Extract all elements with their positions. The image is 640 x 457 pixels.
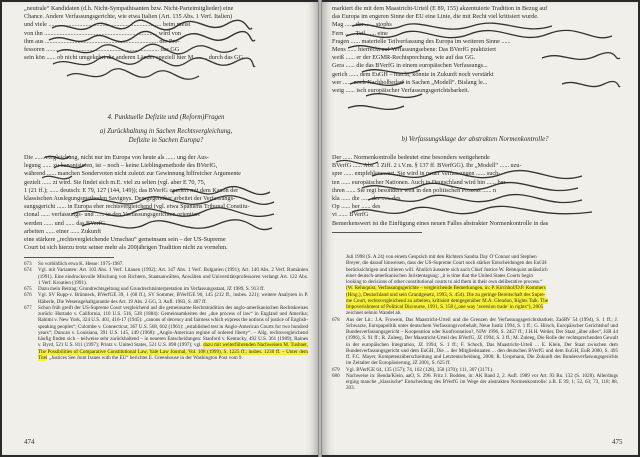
text-line: (Hrsg.), Deutschland und sein Grundgesetz, 1993, S. 454). Die zu geringe Bereitschaft des Supre- bbox=[346, 291, 546, 298]
footnote-text: Nachweise in: Benda/Klein, aaO, S. 296. Fritz J. Bodden, in: AK Band 2, 2. Aufl. 1989 vor Art. 93 Rn. 132 (S. 1028). Allerdings erging manche „klassische“ Entscheidung des BVerfG im Wege der abstrakten Normenkontrolle: z.B. E 39, 1; 52, 63; 73, 118; 88, 203. bbox=[346, 372, 618, 392]
left-page bbox=[2, 2, 318, 455]
footnote-number: 673 bbox=[24, 261, 32, 267]
footnote-text: So vorbildlich etwa K. Hesse: 1975-1987. bbox=[38, 261, 124, 267]
text-line: das Europa im engeren Sinne der EU eine Linie, die mit Recht viel kritisiert wurde. bbox=[332, 13, 539, 21]
right-body-text bbox=[332, 154, 618, 228]
footnote-number: 678 bbox=[332, 316, 340, 323]
text-line: während ...... manchen Sondervoten nicht zuletzt zur Gewinnung hilfreicher Argumente bbox=[24, 170, 241, 178]
footnote-text: Vgl. SV Rupp-v. Brünneck, BVerfGE 39, 1 (68 ff.), SV Sommer, BVerfGE 90, 145 (212 ff., insbes. 221); weitere Analysen in P. Häberle, Die Wesensgehaltgarantie des Art. 19 Abs. 2 GG, 3. Aufl. 1983, S. 407 ff. bbox=[38, 292, 308, 305]
text-line: sungsgericht ...... in Europa eher rechtsvergleichend (vgl. etwa Spaniens Tribunal Constitu- bbox=[24, 203, 250, 211]
text-line: und viele ......................................................................... beim meist bbox=[24, 21, 191, 29]
page-number-right: 475 bbox=[612, 438, 623, 446]
text-line: Mag ...... der ...... stophs bbox=[332, 21, 392, 29]
footnote-677-text: Schon früh greift der US-Supreme Court vergleichend auf die gemeinsame Rechtstradition des anglo-amerikanischen Rechtskreises zurück: Hurtado v. California, 110 U.S. 516, 528 (1884): Gemeinsamkeiten des „due process of law“ in England und Amerika; Rahimi v. New York, 324 U.S. 401, 416-17 (1945): „canons of decency and fairness which express the notions of justice of English-speaking peoples“; Culombe v. Connecticut, 367 U.S. 568, 602 (1961): „established test in Anglo-American Courts for two hundred years“; Duncan v. Louisiana, 391 U.S. 145, 149 (1968): „Anglo-American regime of ordered liberty“. – Allg. rechtsvergleichend häufig finden sich – teilweise sehr zurückhaltend – in neueren Entscheidungen: Stanford v. Kentucky, 492 U.S. 361 (1989); Raines v. Byrd, 521 U.S. 811 (1997); Printz v. United States, 521 U.S. 898 (1997); vgl. bbox=[38, 304, 308, 349]
right-top-text bbox=[332, 5, 618, 95]
text-line: eine stärkere „rechtsvergleichende Umschau“ gemeinsam sein – der US-Supreme bbox=[24, 236, 226, 244]
subheading-line-2: Defizite in Sachen Europa? bbox=[128, 137, 204, 144]
text-line: Op ...... ber ...... des bbox=[332, 203, 381, 211]
text-line: gerich ...... dem EuGH – macht, könnte in Zukunft noch verstärkt bbox=[332, 70, 494, 78]
right-page bbox=[322, 2, 638, 455]
text-line: Impoverishment of Political Discourse, 1991, S. 158 („one way ‘aversion trade’ in rights“), 2005 bbox=[346, 304, 544, 310]
text-line: sein kön ...... ob nicht umgekehrt die anderen Länder speziell hier M......... durch das GG bbox=[24, 54, 244, 62]
text-line: Fern ...... Teil ...... eine bbox=[332, 29, 388, 37]
footnote-number: 674 bbox=[24, 267, 32, 274]
text-line: weiß ...... er der EGMR-Rechtsprechung, wie auf das GG. bbox=[332, 54, 476, 62]
text-line: cional ...... verfassungs- und ...... in den Verfassungsgerichten orientiert bbox=[24, 211, 200, 219]
text-line: von ihn ......................................................................... wird von bbox=[24, 29, 181, 37]
text-line: weig ...... isch europäischer Verfassungsgerichtsbarkeit. bbox=[332, 87, 470, 95]
text-line: arbeiten ...... einer ...... Zukunft bbox=[24, 227, 101, 235]
footnote-text: Aus der Lit.: J.A. Frowein, Das Maastricht-Urteil und die Grenzen der Verfassungsgerichtsbarkeit, ZaöRV 54 (1994), S. 1 ff.; J. Schwarze, Europapolitik unter deutschem Verfassungsvorbehalt, Neue Justiz 1994, S. 1 ff.; G. Hirsch, Europäischer Gerichtshof und Bundesverfassungsgericht – Kooperation oder Konfrontation?, NJW 1996, S. 2457 ff.; J.H.H. Weiler, Der Staat „über alles“, JöR 44 (1996), S. 91 ff.; R. Zuleeg, Der Maastricht-Urteil des BVerfG, JZ 1994, S. 3 ff.; M. Zuleeg, Die Rolle der rechtsprechenden Gewalt in der europäischen Integration, JZ 1994, S. 1 ff.; F. Schoch, Das Maastricht-Urteil ... E. Klein, Der Staat zwischen dem Bundesverfassungsgericht und dem EuGH, Die ... der Mitgliedstaaten ... den deutschen BVerfG und dem EuGH, EuR 2000, S. 495 ff. F.C. Mayer, Kompetenzüberschreitung und Letztentscheidung, 2000; R. Uerpmann, Die Zukunft des Bundesverfassungsgerichts im Zeitalter der Europäisierung, JZ 2001, S. 625 ff. bbox=[346, 316, 618, 367]
footnote-number: 675 bbox=[24, 286, 32, 292]
footnote-text: Dazu mein Beitrag: Grundrechtsgeltung und Grundrechtsinterpretation im Verfassungsstaat, JZ 1989, S. 913 ff. bbox=[38, 286, 265, 292]
text-line: Fragen ...... materielle Teilverfassung des Europa im weiteren Sinne ...... bbox=[332, 37, 511, 45]
text-line: (W. Rehnquist, Verfassungsgerichte – vergleichende Bemerkungen, in: P. Kirchhof/D.P. Kommers bbox=[346, 285, 546, 292]
text-line: wer ...... noch Nachholbedarf in Sachen „Modell“. Bislang le... bbox=[332, 78, 488, 86]
text-line: einer deutsch-amerikanischen Juristentagung: „it is time that the United States Courts begin bbox=[346, 272, 533, 279]
text-line: „neutrale“ Kandidaten (d.h. Nicht-Sympathisanten bzw. Nicht-Parteimitglieder) eine bbox=[24, 5, 234, 12]
text-line: Die ...... vergleichung, nicht nur im Europa von heute als ...... ung der Aus- bbox=[24, 154, 209, 161]
footnote-text bbox=[38, 305, 308, 361]
footnote-number: 680 bbox=[332, 372, 340, 379]
text-line: 1 (21 ff.); ...... deutsch: E 79, 127 (144, 149)); das BVerfG operiert mit dem Kanon der bbox=[24, 186, 239, 194]
text-line: vi ...... BVerfG bbox=[332, 211, 369, 219]
text-line: klassischen Auslegungsmethoden Savignys. Demgegenüber arbeitet der Verfassungs- bbox=[24, 195, 236, 203]
text-line: spre ...... empfehlenswert. Sie wird in neuer Verfassungen ...... such- bbox=[332, 170, 501, 178]
text-line: Bemerkenswert ist die Einfügung eines neuen Falles abstrakter Normenkontrolle in das bbox=[332, 219, 549, 227]
footnote-number: 677 bbox=[24, 304, 32, 311]
text-line: fessoren ......................................................................... das GG bbox=[24, 46, 180, 54]
text-line: Court ist sich hierzu trotz seiner mehr als 200jährigen Tradition nicht zu vornehm. bbox=[24, 244, 228, 252]
left-footnotes bbox=[24, 261, 308, 361]
text-line: kla ...... die ...... der ...... des bbox=[332, 195, 401, 203]
text-line: ihm aus ......................................................................... der Pro- bbox=[24, 37, 180, 45]
text-line: ten ...... europäischer Nationen. Auch in Deutschland wird hin ...... ber bbox=[332, 178, 506, 186]
footnote-text: Vgl. mit Varianten: Art. 103 Abs. 1 Verf. Litauen (1992); Art. 147 Abs. 1 Verf. Bulgarien (1991); Art. 140 Abs. 2 Verf. Rumänien (1991). Eine eindrucksvolle Mischung von Richtern, Staatsanwälten, Anwälten und Universitätsprofessoren verlangt Art. 122 Abs. 1 Verf. Kroatien (1991). bbox=[38, 267, 308, 286]
left-top-text bbox=[24, 5, 308, 62]
highlighted-passage bbox=[346, 285, 618, 310]
page-number-left: 474 bbox=[24, 438, 35, 446]
text-line: ihren ...... Sie regt besonders weit in den politischen Prozess ...... n bbox=[332, 186, 497, 194]
footnote-number: 676 bbox=[24, 292, 32, 299]
footnote-677 bbox=[24, 305, 308, 361]
right-subheading: b) Verfassungsklage der abstrakten Normenkontrolle? bbox=[401, 136, 549, 143]
footnote bbox=[24, 267, 308, 286]
text-line: zeichnet sehnin Wandel ab. bbox=[346, 310, 402, 317]
footnote-continuation bbox=[332, 254, 618, 317]
highlighted-passage: dazu mit weiterführenden Nachweisen M. Tushnet, The Possibilities of Comparative Constitutional Law, Yale Law Journal, Vol. 108 (1999), S. 1225 ff.; insbes. 1230 ff. – Unter dem Titel bbox=[38, 342, 308, 361]
footnote-rule bbox=[332, 232, 422, 233]
left-body-text bbox=[24, 154, 308, 252]
text-line: legung ...... zu kanonisieren, ist – noch – keine Lieblingsmethode des BVerfG, bbox=[24, 162, 218, 170]
footnote-rule bbox=[24, 257, 114, 258]
text-line: Chance. Andere Verfassungsgerichte, wie etwa Italien (Art. 135 Abs. 1 Verf. Italien) bbox=[24, 13, 233, 21]
right-footnotes bbox=[332, 254, 618, 392]
text-line: looking to decisions of other constitutional courts to aid them in their own deliberative process.“ bbox=[346, 279, 543, 285]
text-line: BVerfG ...... Abs. 1 Ziff. 2 i.V.m. § 137 ff. BVerfGG). Ihr „Modell“ ...... uzu- bbox=[332, 162, 522, 170]
text-line: Juli 1998 (S. A 24) von einem Gespräch mit den Richtern Sandra Day O’Connor und Stephen bbox=[346, 254, 537, 260]
text-line: berücksichtigen und zitieren will. Ähnlich äusserte sich auch Chief Justice W. Rehnquist anlässlich bbox=[346, 266, 548, 273]
text-line: me Court, rechtsvergleichend zu arbeiten, kritisiert demgegenüber M.A. Glendon, Rights Talk. The bbox=[346, 297, 549, 304]
footnote bbox=[24, 292, 308, 305]
subheading-line-1: a) Zurückhaltung in Sachen Rechtsvergleichung, bbox=[99, 128, 233, 135]
text-line: Mens ...... hierrecht auf Verfassungsebene: Das BVerfG praktiziert bbox=[332, 46, 496, 54]
section-heading: 4. Punktuelle Defizite und (Reform)Fragen bbox=[107, 114, 225, 121]
footnote bbox=[332, 373, 618, 392]
footnote-text: Vgl. BVerfGE 64, 135 (157); 74, 102 (128), 358 (370); 111, 307 (317f.). bbox=[346, 366, 494, 373]
footnote bbox=[332, 317, 618, 367]
footnote-677-tail: „Justices See Joint Issues with the EU“ berichtet E. Greenhouse in der Washington Post vom 9. bbox=[48, 354, 243, 361]
text-line: Gera ...... die das BVerfG in einem europäischen Verfassungs... bbox=[332, 62, 488, 70]
text-line: gezielt ...... zt wird. Sie findet sich m.E. viel zu selten (vgl. aber E 70, 75, bbox=[24, 178, 206, 186]
footnote-number: 679 bbox=[332, 366, 340, 373]
text-line: werden ...... und ...... das BVerfG bbox=[24, 219, 106, 227]
text-line: Breyer, die darauf hinweisen, dass der US-Supreme Court noch stärker Entscheidungen des EuGH bbox=[346, 260, 547, 267]
text-line: Der ...... Normenkontrolle bedeutet eine besonders weitgehende bbox=[332, 154, 490, 161]
text-line: markiert die mit dem Maastricht-Urteil (E 89, 155) akzentuierte Tradition in Bezug auf bbox=[332, 5, 548, 12]
